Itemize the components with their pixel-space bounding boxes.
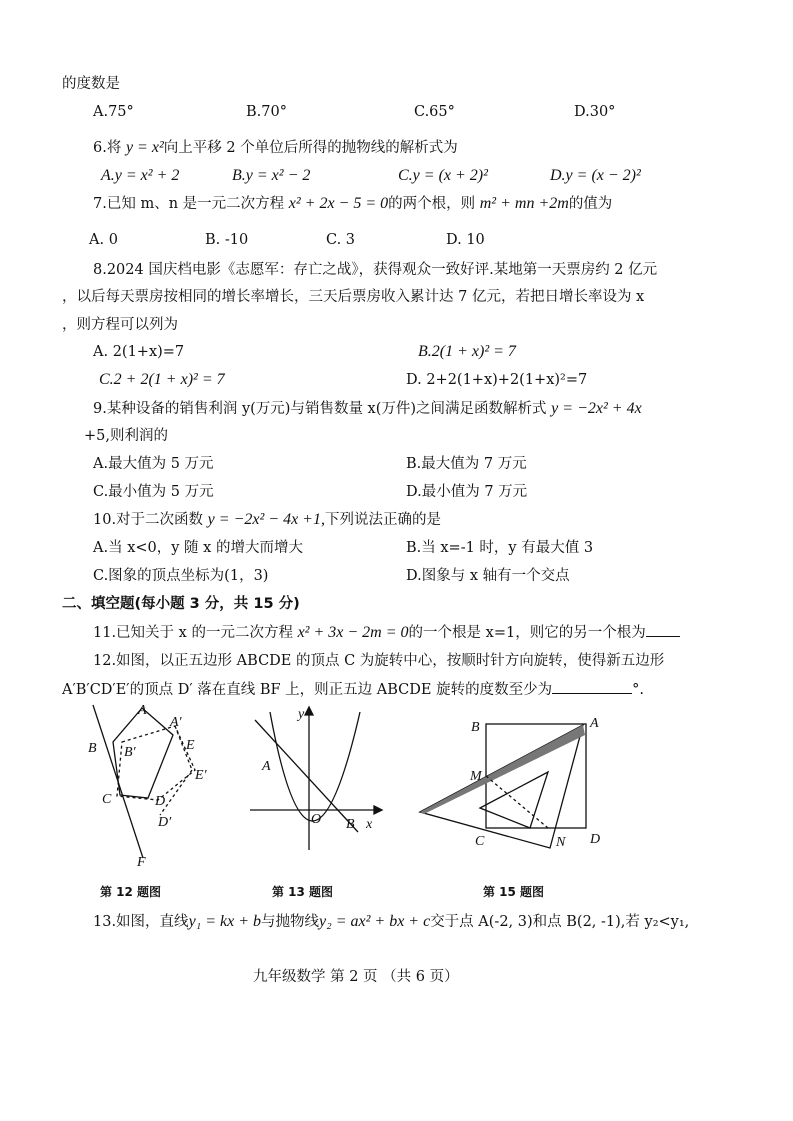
q8-option-a: A. 2(1+x)=7 (93, 344, 185, 360)
x-axis-arrow (374, 806, 382, 814)
q12-line-1: 12.如图，以正五边形 ABCDE 的顶点 C 为旋转中心，按顺时针方向旋转，使得新五边形 (93, 653, 665, 669)
q13-mid1: 与抛物线 (261, 914, 320, 930)
q8-option-b: B.2(1 + x)² = 7 (418, 343, 516, 360)
parabola (270, 712, 360, 821)
figure-15 (420, 724, 586, 848)
fig15-label-m: M (470, 769, 482, 784)
fig15-label-a: A (590, 716, 599, 731)
q9-line-1-prefix: 9.某种设备的销售利润 y(万元)与销售数量 x(万件)之间满足函数解析式 (93, 401, 547, 417)
q12-line-2-prefix: A′B′CD′E′的顶点 D′ 落在直线 BF 上，则正五边 ABCDE 旋转的度数至少为 (62, 682, 553, 698)
fig12-label-e: E (186, 738, 195, 753)
fig13-label-b: B (346, 817, 355, 832)
q11-stem (93, 622, 680, 643)
q7-option-d: D. 10 (446, 232, 485, 248)
q11-stem-prefix: 11.已知关于 x 的一元二次方程 (93, 625, 293, 641)
caption-fig15: 第 15 题图 (483, 885, 545, 899)
q6-option-c: C.y = (x + 2)² (398, 167, 488, 184)
q13-y1: y₁ = kx + b (188, 913, 262, 930)
q6-option-b: B.y = x² − 2 (232, 167, 311, 184)
fig12-label-a: A (138, 703, 147, 718)
q6-stem-func: y = x² (125, 139, 164, 156)
figure-13 (250, 707, 382, 850)
fig15-label-b: B (471, 720, 480, 735)
q7-option-c: C. 3 (326, 232, 356, 248)
q7-option-a: A. 0 (89, 232, 118, 248)
fig12-label-c: C (102, 792, 112, 807)
pentagon-rotated (117, 726, 195, 800)
q11-stem-eq: x² + 3x − 2m = 0 (297, 624, 409, 641)
y-axis-arrow (305, 707, 313, 715)
fig12-label-f: F (137, 855, 146, 870)
q13-prefix: 13.如图，直线 (93, 914, 189, 930)
q6-stem (93, 138, 458, 158)
q5-option-a: A.75° (93, 104, 134, 120)
q12-line-2 (62, 679, 644, 700)
q9-option-a: A.最大值为 5 万元 (93, 456, 214, 472)
fig12-label-d-prime: D′ (158, 815, 172, 830)
q6-option-d: D.y = (x − 2)² (550, 167, 641, 184)
q12-answer-blank[interactable] (552, 679, 632, 694)
fig12-label-b: B (88, 741, 97, 756)
fig13-label-o: O (311, 812, 322, 827)
q7-option-b: B. -10 (205, 232, 249, 248)
q10-stem-suffix: 下列说法正确的是 (324, 512, 441, 528)
q6-stem-prefix: 6.将 (93, 140, 122, 156)
q10-option-a: A.当 x<0，y 随 x 的增大而增大 (93, 540, 303, 556)
q8-line-3: ，则方程可以列为 (62, 317, 178, 333)
fig15-label-c: C (475, 834, 485, 849)
q6-stem-suffix: 向上平移 2 个单位后所得的抛物线的解析式为 (163, 140, 458, 156)
q10-stem (93, 510, 441, 530)
q12-line-2-suffix: °. (632, 682, 644, 698)
q13-y2: y₂ = ax² + bx + c (319, 913, 431, 930)
q10-option-d: D.图象与 x 轴有一个交点 (406, 568, 570, 584)
fig12-label-a-prime: A′ (170, 715, 182, 730)
fig12-label-d: D (155, 794, 166, 809)
q8-option-d: D. 2+2(1+x)+2(1+x)²=7 (406, 372, 588, 388)
q7-stem-eq: x² + 2x − 5 = 0 (288, 195, 389, 212)
fig13-label-y: y (298, 707, 305, 722)
q8-line-2: ，以后每天票房按相同的增长率增长，三天后票房收入累计达 7 亿元，若把日增长率设为 x (62, 289, 645, 305)
pentagon-abcde (113, 708, 173, 798)
q7-stem-prefix: 7.已知 m、n 是一元二次方程 (93, 196, 285, 212)
q8-line-1: 8.2024 国庆档电影《志愿军：存亡之战》，获得观众一致好评.某地第一天票房约 2 亿元 (93, 262, 658, 278)
q10-stem-prefix: 10.对于二次函数 (93, 512, 204, 528)
q10-option-c: C.图象的顶点坐标为(1，3) (93, 568, 269, 584)
q10-stem-eq: y = −2x² − 4x +1, (207, 511, 325, 528)
section-2-heading: 二、填空题(每小题 3 分，共 15 分) (62, 596, 300, 612)
q7-stem-expr: m² + mn +2m (479, 195, 569, 212)
fig15-label-d: D (590, 832, 601, 847)
figures-area (0, 700, 793, 880)
q9-option-b: B.最大值为 7 万元 (406, 456, 527, 472)
q11-answer-blank[interactable] (646, 622, 680, 637)
q6-option-a: A.y = x² + 2 (101, 167, 180, 184)
fig12-label-b-prime: B′ (124, 745, 136, 760)
q9-line-2: +5,则利润的 (84, 428, 168, 444)
q13-suffix: 交于点 A(-2, 3)和点 B(2, -1),若 y₂<y₁, (430, 914, 690, 930)
q8-option-c: C.2 + 2(1 + x)² = 7 (99, 371, 225, 388)
q5-option-d: D.30° (574, 104, 616, 120)
q5-option-b: B.70° (246, 104, 287, 120)
fig13-label-a: A (262, 759, 271, 774)
fig15-label-n: N (556, 835, 566, 850)
q9-option-c: C.最小值为 5 万元 (93, 484, 214, 500)
fig12-label-e-prime: E′ (195, 768, 207, 783)
page-footer: 九年级数学 第 2 页 （共 6 页） (253, 969, 459, 985)
caption-fig12: 第 12 题图 (100, 885, 162, 899)
q13-stem (93, 912, 689, 932)
q7-stem (93, 194, 612, 214)
q7-stem-mid: 的两个根，则 (388, 196, 476, 212)
q11-stem-suffix: 的一个根是 x=1，则它的另一个根为 (408, 625, 646, 641)
intro-text: 的度数是 (62, 76, 120, 92)
q10-option-b: B.当 x=-1 时，y 有最大值 3 (406, 540, 594, 556)
q9-option-d: D.最小值为 7 万元 (406, 484, 528, 500)
q9-line-1 (93, 399, 642, 419)
q5-option-c: C.65° (414, 104, 455, 120)
fig13-label-x: x (366, 817, 373, 832)
q9-line-1-eq: y = −2x² + 4x (551, 400, 642, 417)
caption-fig13: 第 13 题图 (272, 885, 334, 899)
q7-stem-suffix: 的值为 (568, 196, 613, 212)
ruler-band (420, 725, 585, 814)
